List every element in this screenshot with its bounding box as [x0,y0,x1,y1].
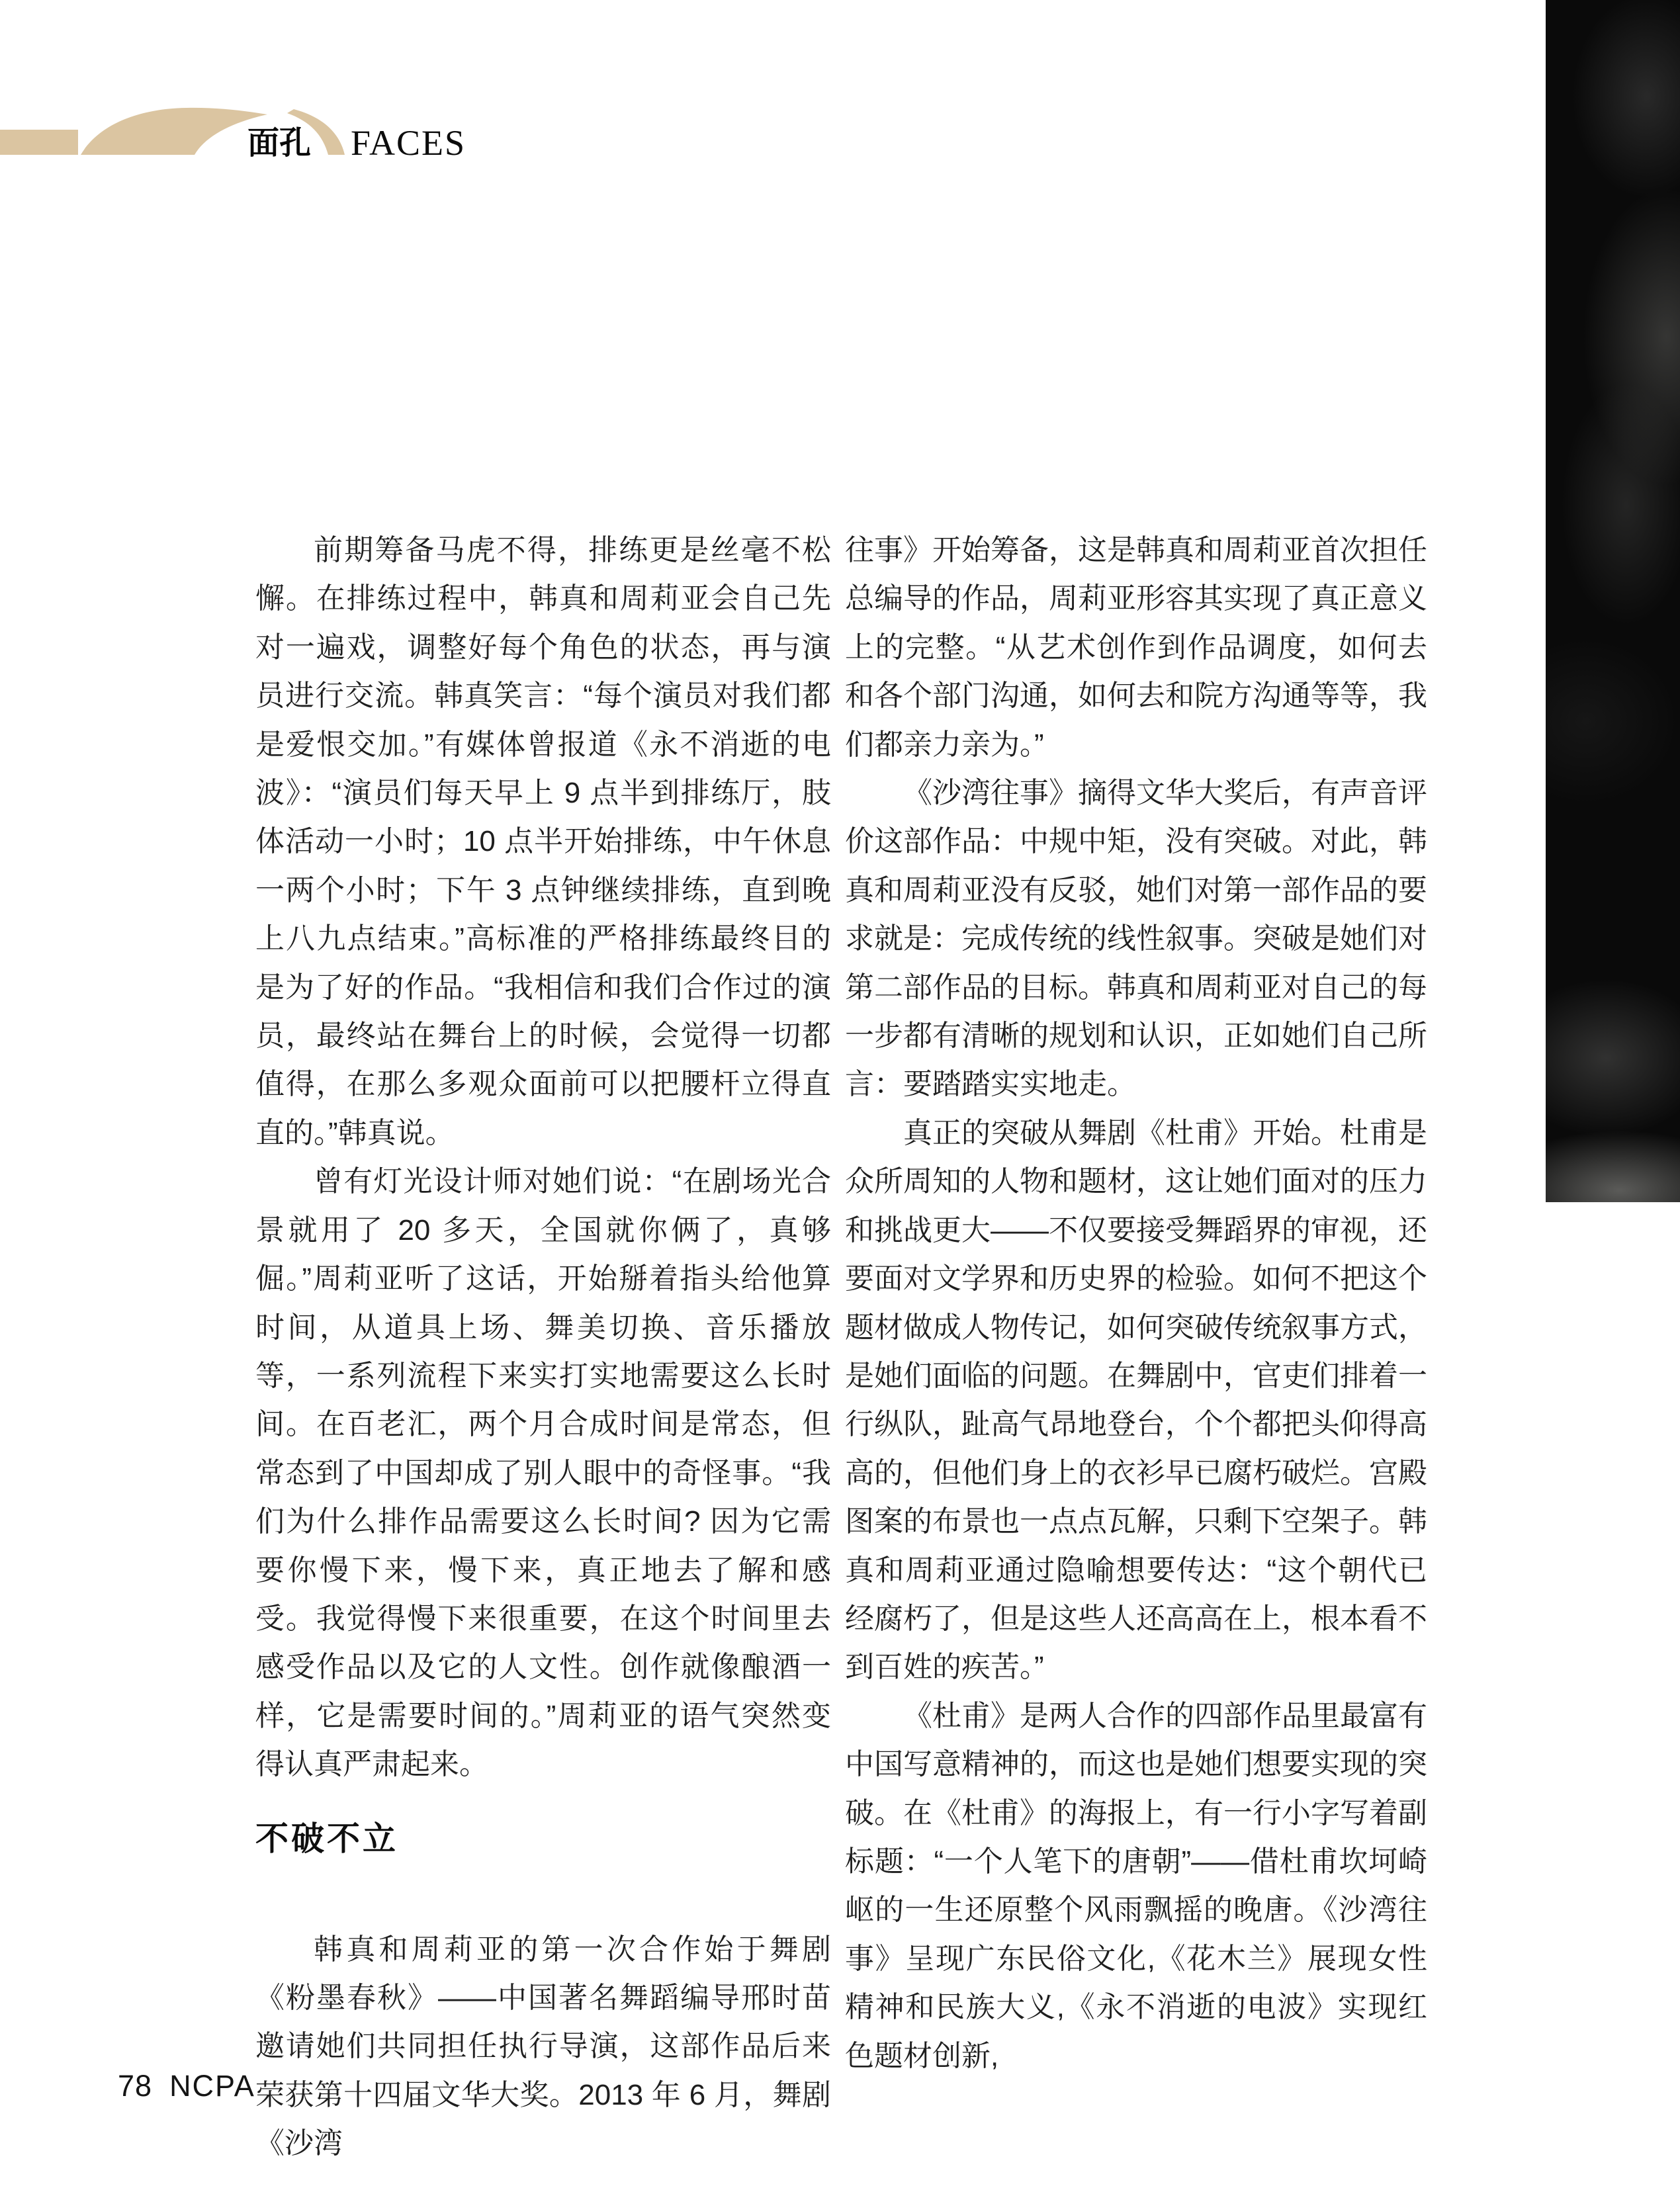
publication-name: NCPA [169,2069,255,2103]
article-paragraph: 前期筹备马虎不得，排练更是丝毫不松懈。在排练过程中，韩真和周莉亚会自己先对一遍戏，调整好每个角色的状态，再与演员进行交流。韩真笑言：“每个演员对我们都是爱恨交加。”有媒体曾报道《永不消逝的电波》：“演员们每天早上 9 点半到排练厅，肢体活动一小时；10 点半开始排练，中午休息一两个小时；下午 3 点钟继续排练，直到晚上八九点结束。”高标准的严格排练最终目的是为了好的作品。“我相信和我们合作过的演员，最终站在舞台上的时候，会觉得一切都值得，在那么多观众面前可以把腰杆立得直直的。”韩真说。 [255,534,831,1149]
article-paragraph: 《杜甫》是两人合作的四部作品里最富有中国写意精神的，而这也是她们想要实现的突破。在《杜甫》的海报上，有一行小字写着副标题：“一个人笔下的唐朝”——借杜甫坎坷崎岖的一生还原整个风雨飘摇的晚唐。《沙湾往事》呈现广东民俗文化,《花木兰》展现女性精神和民族大义,《永不消逝的电波》实现红色题材创新, [845,1699,1427,2072]
faces-section-logo [0,105,503,181]
article-paragraph: 曾有灯光设计师对她们说：“在剧场光合景就用了 20 多天，全国就你俩了，真够倔。”周莉亚听了这话，开始掰着指头给他算时间，从道具上场、舞美切换、音乐播放等，一系列流程下来实打实地需要这么长时间。在百老汇，两个月合成时间是常态，但常态到了中国却成了别人眼中的奇怪事。“我们为什么排作品需要这么长时间? 因为它需要你慢下来，慢下来，真正地去了解和感受。我觉得慢下来很重要，在这个时间里去感受作品以及它的人文性。创作就像酿酒一样，它是需要时间的。”周莉亚的语气突然变得认真严肃起来。 [255,1165,831,1781]
side-photo-dark-smoke [1546,0,1680,1202]
page-number: 78 [118,2069,153,2103]
article-paragraph: 往事》开始筹备，这是韩真和周莉亚首次担任总编导的作品，周莉亚形容其实现了真正意义上的完整。“从艺术创作到作品调度，如何去和各个部门沟通，如何去和院方沟通等等，我们都亲力亲为。” [845,534,1427,761]
logo-bar [0,130,78,155]
article-paragraph: 真正的突破从舞剧《杜甫》开始。杜甫是众所周知的人物和题材，这让她们面对的压力和挑战更大——不仅要接受舞蹈界的审视，还要面对文学界和历史界的检验。如何不把这个题材做成人物传记，如何突破传统叙事方式，是她们面临的问题。在舞剧中，官吏们排着一行纵队，趾高气昂地登台，个个都把头仰得高高的，但他们身上的衣衫早已腐朽破烂。宫殿图案的布景也一点点瓦解，只剩下空架子。韩真和周莉亚通过隐喻想要传达：“这个朝代已经腐朽了，但是这些人还高高在上，根本看不到百姓的疾苦。” [845,1116,1427,1684]
article-paragraph: 韩真和周莉亚的第一次合作始于舞剧《粉墨春秋》——中国著名舞蹈编导邢时苗邀请她们共同担任执行导演，这部作品后来荣获第十四届文华大奖。2013 年 6 月，舞剧《沙湾 [255,1933,831,2160]
logo-text-cn: 面孔 [247,126,312,161]
page-footer [118,2070,255,2103]
article-column-left [255,526,831,2168]
logo-leaf-shape [81,108,267,155]
article-paragraph: 《沙湾往事》摘得文华大奖后，有声音评价这部作品：中规中矩，没有突破。对此，韩真和周莉亚没有反驳，她们对第一部作品的要求就是：完成传统的线性叙事。突破是她们对第二部作品的目标。韩真和周莉亚对自己的每一步都有清晰的规划和认识，正如她们自己所言：要踏踏实实地走。 [845,777,1427,1101]
section-heading: 不破不立 [255,1819,398,1857]
logo-text-en: FACES [351,123,466,163]
article-column-right [845,526,1427,2080]
